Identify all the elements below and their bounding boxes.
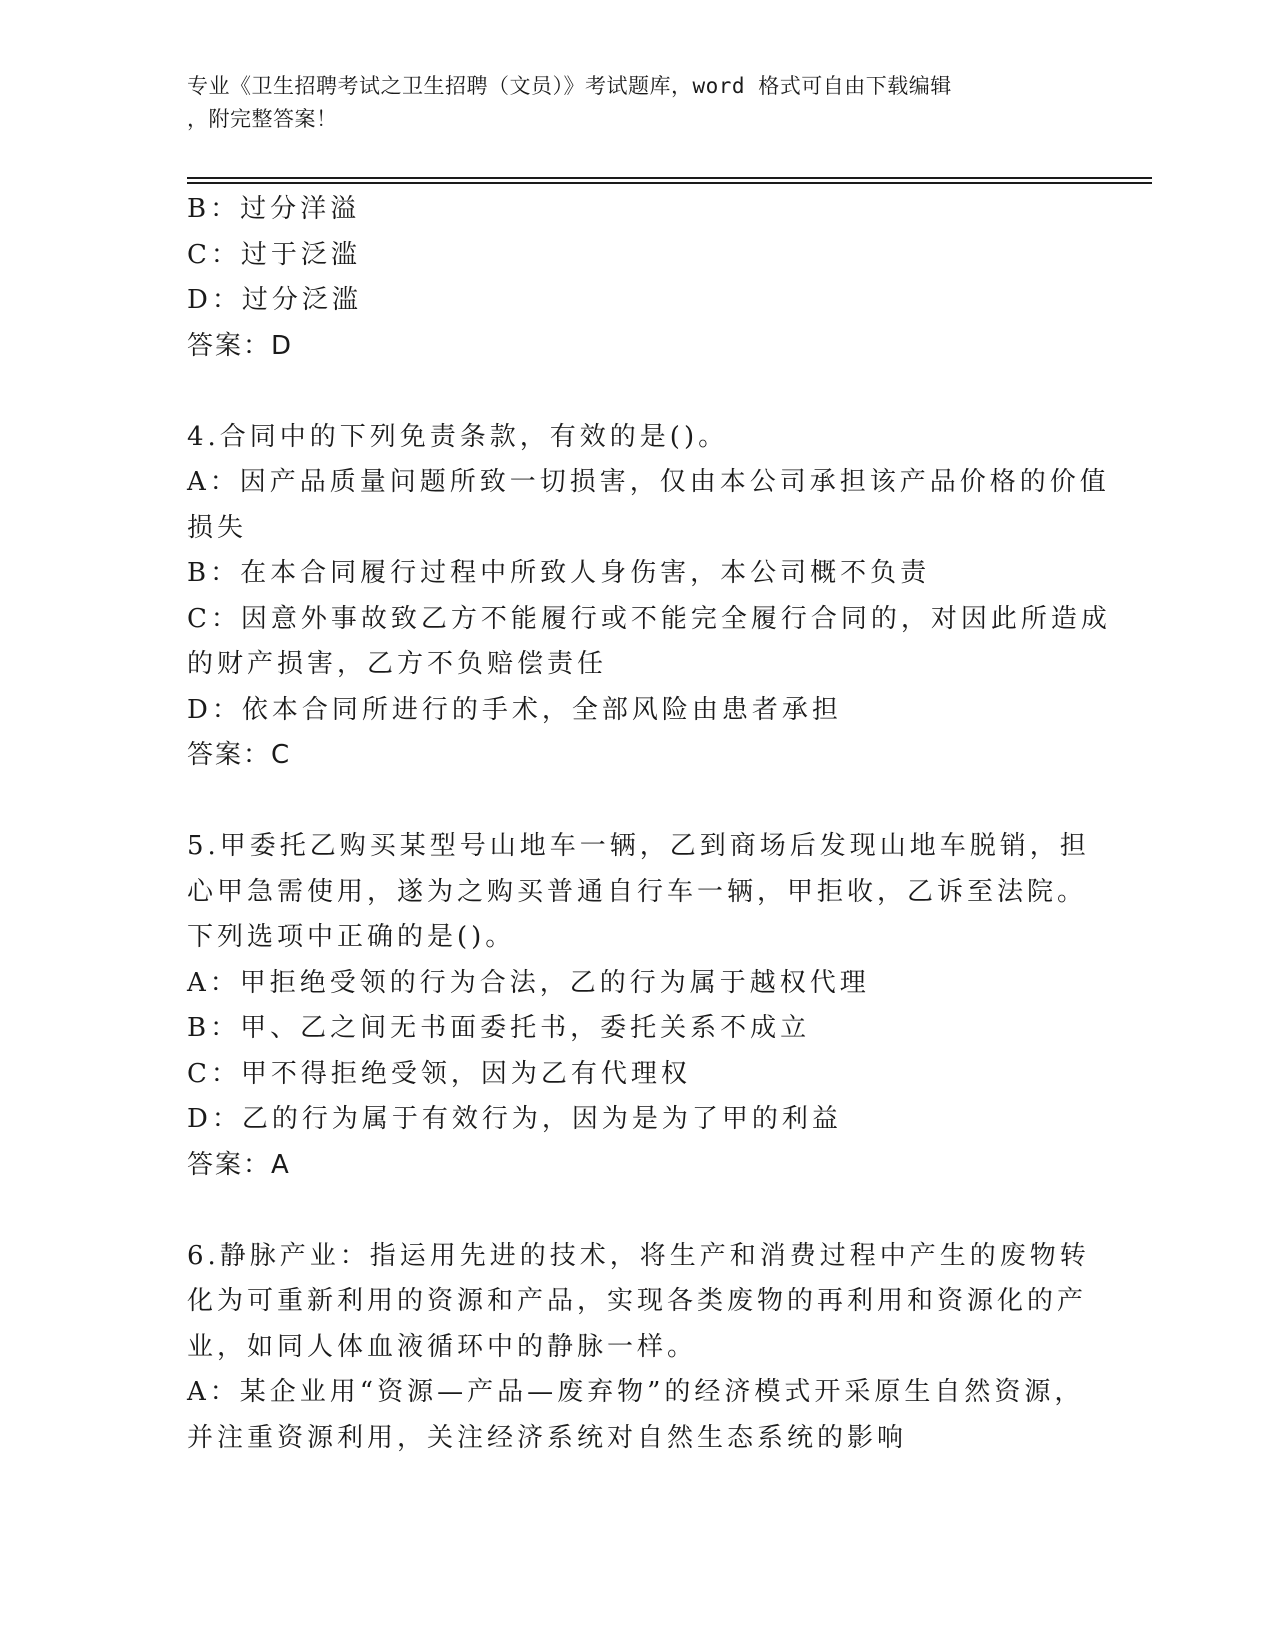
spacer xyxy=(187,369,1087,415)
option-a-continued: 损失 xyxy=(187,512,248,543)
header-line-2: ，附完整答案！ xyxy=(187,107,338,131)
question-6 xyxy=(187,1234,1090,1462)
question-list xyxy=(187,187,1111,1461)
option-d: D：乙的行为属于有效行为，因为是为了甲的利益 xyxy=(187,1104,842,1134)
option-c: C：因意外事故致乙方不能履行或不能完全履行合同的，对因此所造成 xyxy=(187,603,1111,634)
header-line-1: 专业《卫生招聘考试之卫生招聘（文员）》考试题库，word 格式可自由下载编辑 xyxy=(187,74,952,98)
option-c: C：过于泛滥 xyxy=(187,239,361,270)
question-stem: 6.静脉产业：指运用先进的技术，将生产和消费过程中产生的废物转 xyxy=(187,1240,1090,1271)
question-stem-continued: 业，如同人体血液循环中的静脉一样。 xyxy=(187,1331,698,1362)
spacer xyxy=(187,779,1087,825)
option-d: D：过分泛滥 xyxy=(187,285,362,315)
document-header xyxy=(187,70,1077,136)
option-b: B：在本合同履行过程中所致人身伤害，本公司概不负责 xyxy=(187,558,931,588)
answer-line: 答案：A xyxy=(187,1149,291,1180)
question-stem-continued: 下列选项中正确的是()。 xyxy=(187,922,516,952)
question-stem: 5.甲委托乙购买某型号山地车一辆，乙到商场后发现山地车脱销，担 xyxy=(187,831,1090,861)
answer-line: 答案：C xyxy=(187,740,292,770)
header-rule-bottom xyxy=(187,182,1152,184)
option-c: C：甲不得拒绝受领，因为乙有代理权 xyxy=(187,1058,691,1089)
option-d: D：依本合同所进行的手术，全部风险由患者承担 xyxy=(187,694,842,725)
option-a-continued: 并注重资源利用，关注经济系统对自然生态系统的影响 xyxy=(187,1422,908,1453)
option-a: A：某企业用“资源—产品—废弃物”的经济模式开采原生自然资源， xyxy=(187,1377,1085,1407)
option-c-continued: 的财产损害，乙方不负赔偿责任 xyxy=(187,649,608,679)
spacer xyxy=(187,1188,1087,1234)
option-a: A：甲拒绝受领的行为合法，乙的行为属于越权代理 xyxy=(187,967,870,998)
option-b: B：甲、乙之间无书面委托书，委托关系不成立 xyxy=(187,1013,811,1043)
question-4 xyxy=(187,415,1111,779)
answer-line: 答案：D xyxy=(187,330,294,361)
question-stem-continued: 心甲急需使用，遂为之购买普通自行车一辆，甲拒收，乙诉至法院。 xyxy=(187,876,1088,907)
question-5 xyxy=(187,824,1090,1188)
question-3-fragment xyxy=(187,187,1087,369)
option-b: B：过分洋溢 xyxy=(187,194,361,224)
question-stem: 4.合同中的下列免责条款，有效的是()。 xyxy=(187,421,729,452)
option-a: A：因产品质量问题所致一切损害，仅由本公司承担该产品价格的价值 xyxy=(187,467,1110,497)
question-stem-continued: 化为可重新利用的资源和产品，实现各类废物的再利用和资源化的产 xyxy=(187,1286,1088,1316)
header-rule-top xyxy=(187,177,1152,179)
